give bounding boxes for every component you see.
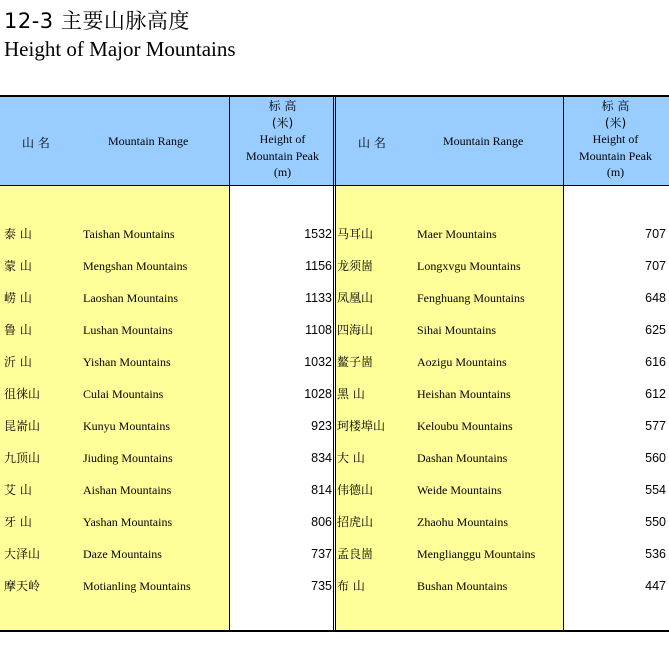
divider-right-height [563,97,564,630]
mountain-name-en: Kunyu Mountains [83,419,170,433]
mountain-height: 1156 [305,259,332,273]
mountain-name-en: Zhaohu Mountains [417,515,508,529]
divider-left-height [229,97,230,630]
mountain-height: 1133 [305,291,332,305]
mountain-height: 1032 [304,355,332,369]
mountain-name-en: Bushan Mountains [417,579,508,593]
mountain-name-cn: 珂楼埠山 [337,419,386,433]
mountain-height: 806 [311,515,332,529]
mountain-name-cn: 马耳山 [337,227,374,241]
mountain-height: 577 [645,419,666,433]
mountain-height: 560 [645,451,666,465]
mountain-height: 814 [311,483,332,497]
mountain-name-en: Maer Mountains [417,227,497,241]
mountain-name-en: Menglianggu Mountains [417,547,536,561]
mountain-height: 616 [645,355,666,369]
mountain-height: 834 [311,451,332,465]
mountain-name-cn: 黑 山 [337,387,365,401]
mountain-name-cn: 昆嵛山 [4,419,41,433]
mountain-name-en: Laoshan Mountains [83,291,178,305]
header-height-left: 标 高 (米) Height of Mountain Peak (m) [246,99,319,179]
mountain-name-cn: 九顶山 [4,451,41,465]
mountain-height: 707 [645,259,666,273]
mountain-name-cn: 伟德山 [337,483,374,497]
mountain-name-en: Longxvgu Mountains [417,259,521,273]
mountain-height: 536 [645,547,666,561]
mountain-name-en: Taishan Mountains [83,227,175,241]
mountain-name-cn: 孟良崮 [337,547,374,561]
mountain-name-cn: 摩天岭 [4,579,41,593]
mountain-name-cn: 布 山 [337,579,365,593]
mountain-name-en: Dashan Mountains [417,451,508,465]
mountain-name-en: Aozigu Mountains [417,355,507,369]
mountain-height: 447 [645,579,666,593]
mountain-table [0,95,669,632]
mountain-height: 735 [311,579,332,593]
mountain-name-en: Mengshan Mountains [83,259,188,273]
mountain-name-cn: 鲁 山 [4,323,32,337]
mountain-name-cn: 四海山 [337,323,374,337]
mountain-name-cn: 大泽山 [4,547,41,561]
header-range-en-right: Mountain Range [443,134,524,148]
mountain-height: 707 [645,227,666,241]
divider-center-2 [335,97,336,630]
mountain-height: 1532 [304,227,332,241]
mountain-name-en: Culai Mountains [83,387,164,401]
mountain-name-en: Weide Mountains [417,483,502,497]
mountain-name-cn: 招虎山 [337,515,374,529]
divider-center-1 [333,97,334,630]
header-name-cn-left: 山 名 [22,136,50,150]
mountain-name-en: Fenghuang Mountains [417,291,525,305]
page-title-cn: 12-3 主要山脉高度 [4,9,190,33]
mountain-height: 554 [645,483,666,497]
header-range-en-left: Mountain Range [108,134,189,148]
mountain-name-cn: 沂 山 [4,355,32,369]
mountain-name-en: Yishan Mountains [83,355,171,369]
page-title-en: Height of Major Mountains [4,37,236,61]
mountain-name-en: Yashan Mountains [83,515,173,529]
mountain-name-cn: 蒙 山 [4,259,32,273]
mountain-name-en: Sihai Mountains [417,323,497,337]
mountain-name-cn: 牙 山 [4,515,32,529]
mountain-name-cn: 龙须崮 [337,259,374,273]
mountain-name-en: Keloubu Mountains [417,419,513,433]
mountain-height: 737 [311,547,332,561]
mountain-height: 648 [645,291,666,305]
mountain-name-en: Lushan Mountains [83,323,173,337]
mountain-height: 923 [311,419,332,433]
mountain-name-cn: 崂 山 [4,291,32,305]
mountain-name-cn: 泰 山 [4,227,32,241]
mountain-name-cn: 徂徕山 [4,387,41,401]
mountain-name-en: Jiuding Mountains [83,451,173,465]
mountain-name-en: Aishan Mountains [83,483,172,497]
mountain-name-cn: 凤凰山 [337,291,374,305]
mountain-name-en: Daze Mountains [83,547,162,561]
mountain-height: 1108 [305,323,332,337]
mountain-name-cn: 大 山 [337,451,365,465]
mountain-name-cn: 艾 山 [4,483,32,497]
mountain-name-en: Motianling Mountains [83,579,191,593]
mountain-name-cn: 鳌子崮 [337,355,374,369]
mountain-height: 550 [645,515,666,529]
header-height-right: 标 高 (米) Height of Mountain Peak (m) [579,99,652,179]
mountain-name-en: Heishan Mountains [417,387,511,401]
header-name-cn-right: 山 名 [358,136,386,150]
mountain-height: 1028 [304,387,332,401]
mountain-height: 612 [645,387,666,401]
mountain-height: 625 [645,323,666,337]
